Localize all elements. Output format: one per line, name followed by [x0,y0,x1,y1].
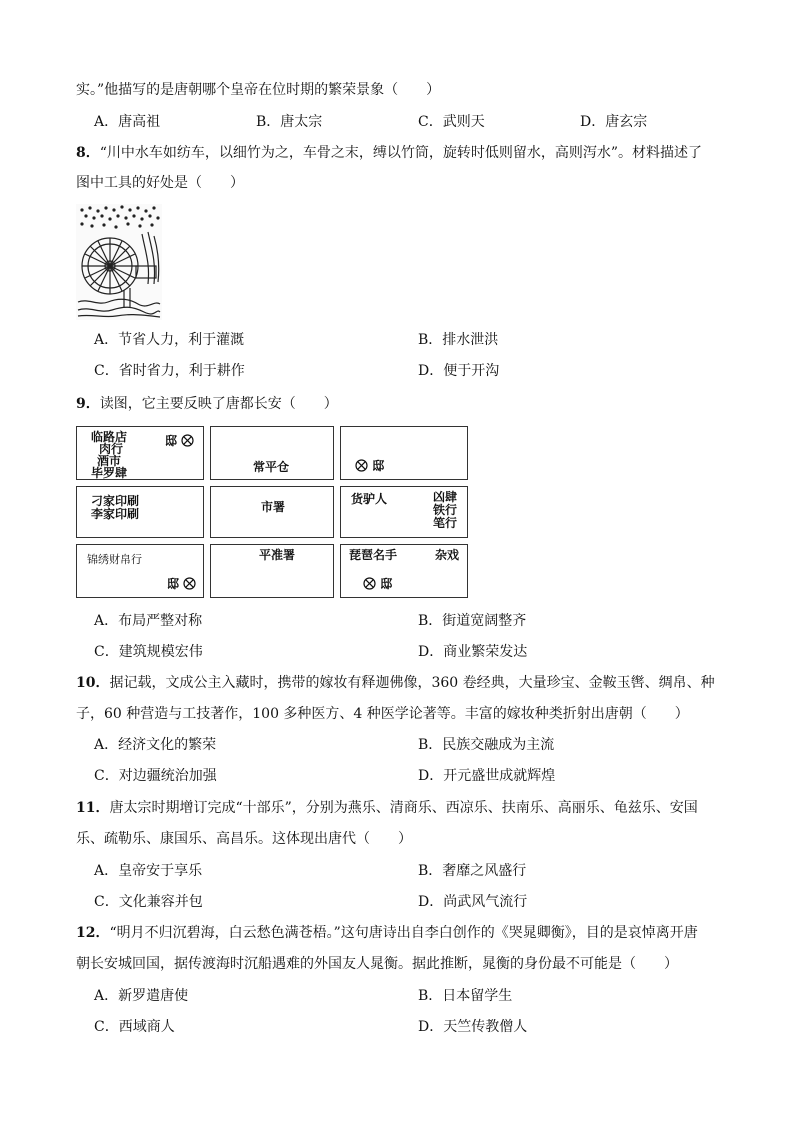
q8-option-d: D．便于开沟 [418,363,500,379]
inn-marker-icon [363,577,376,590]
q7-option-b: B．唐太宗 [256,114,323,130]
map-cell-3-inn [355,459,384,473]
q12-number: 12． [76,925,110,941]
q12-option-c: C．西域商人 [94,1019,175,1035]
map-cell-7-inn [167,577,196,591]
inn-marker-icon [181,434,194,447]
q11-option-d: D．尚武风气流行 [418,894,528,910]
q11-stem-text: 唐太宗时期增订完成“十部乐”，分别为燕乐、清商乐、西凉乐、扶南乐、高丽乐、龟兹乐、安国 [109,800,698,816]
q11-option-a: A．皇帝安于享乐 [94,863,203,879]
q8-number: 8． [76,145,100,161]
q11-number: 11． [76,800,110,816]
map-cell-6-right-1: 凶肆 [433,490,458,504]
map-cell-2-label: 常平仓 [253,460,290,474]
q8-stem-line1 [76,143,746,163]
waterwheel-illustration [76,204,162,320]
q10-number: 10． [76,675,110,691]
map-cell-3 [340,426,468,480]
map-cell-8 [210,544,334,598]
map-cell-7-inn-label: 邸 [167,577,180,591]
q12-stem-text: “明月不归沉碧海，白云愁色满苍梧。”这句唐诗出自李白创作的《哭晁卿衡》，目的是哀悼离开唐 [109,925,698,941]
map-cell-6 [340,486,468,538]
q10-stem-line1 [76,673,746,693]
q11-option-b: B．奢靡之风盛行 [418,863,527,879]
map-cell-9-inn [363,577,392,591]
q9-number: 9． [76,396,100,412]
inn-marker-icon [183,577,196,590]
q12-stem-line1 [76,923,746,943]
map-cell-6-right-2: 铁行 [433,503,458,517]
q10-option-d: D．开元盛世成就辉煌 [418,768,556,784]
map-cell-1-inn [165,434,194,448]
q9-option-c: C．建筑规模宏伟 [94,644,203,660]
q9-option-d: D．商业繁荣发达 [418,644,528,660]
q11-option-c: C．文化兼容并包 [94,894,203,910]
q12-stem-line2: 朝长安城回国，据传渡海时沉船遇难的外国友人晁衡。据此推断，晁衡的身份最不可能是（ ） [76,956,678,972]
q10-option-a: A．经济文化的繁荣 [94,737,217,753]
q9-stem-text: 读图，它主要反映了唐都长安（ ） [99,396,338,412]
map-cell-1-inn-label: 邸 [165,434,178,448]
map-cell-4-line-2: 李家印刷 [91,507,140,521]
map-cell-7 [76,544,204,598]
q9-option-a: A．布局严整对称 [94,613,203,629]
map-cell-3-inn-label: 邸 [372,459,385,473]
q11-stem-line2: 乐、疏勒乐、康国乐、高昌乐。这体现出唐代（ ） [76,831,412,847]
map-cell-6-left: 货驴人 [351,492,388,506]
q10-option-b: B．民族交融成为主流 [418,737,555,753]
map-cell-8-label: 平准署 [259,548,296,562]
q7-option-d: D．唐玄宗 [580,114,648,130]
map-cell-5 [210,486,334,538]
q9-stem [76,394,746,414]
map-cell-1-line-3: 酒市 [97,454,122,468]
q7-option-a: A．唐高祖 [94,114,161,130]
map-cell-5-label: 市署 [261,500,286,514]
q10-stem-text: 据记载，文成公主入藏时，携带的嫁妆有释迦佛像，360 卷经典，大量珍宝、金鞍玉辔、绸帛、种 [109,675,715,691]
q12-option-d: D．天竺传教僧人 [418,1019,528,1035]
map-cell-1 [76,426,204,480]
q8-stem-line2: 图中工具的好处是（ ） [76,175,244,191]
q8-option-c: C．省时省力，利于耕作 [94,363,245,379]
inn-marker-icon [355,459,368,472]
q10-option-c: C．对边疆统治加强 [94,768,217,784]
map-cell-9 [340,544,468,598]
q10-stem-line2: 子，60 种营造与工技著作，100 多种医方、4 种医学论著等。丰富的嫁妆种类折射出唐朝（ ） [76,706,689,722]
map-cell-9-left: 琵琶名手 [349,548,398,562]
map-cell-2 [210,426,334,480]
map-cell-1-line-2: 肉行 [99,442,124,456]
q9-option-b: B．街道宽阔整齐 [418,613,527,629]
q8-option-a: A．节省人力，利于灌溉 [94,332,245,348]
map-cell-4-line-1: 刁家印刷 [91,494,140,508]
map-cell-1-line-4: 毕罗肆 [91,466,128,480]
map-cell-7-label: 锦绣财帛行 [87,553,142,566]
changan-market-map [76,426,468,598]
q8-option-b: B．排水泄洪 [418,332,499,348]
q8-stem-text: “川中水车如纺车，以细竹为之，车骨之末，缚以竹筒，旋转时低则留水，高则泻水”。材料描述了 [99,145,703,161]
q12-option-a: A．新罗遣唐使 [94,988,189,1004]
map-cell-9-right: 杂戏 [435,548,460,562]
map-cell-9-inn-label: 邸 [380,577,393,591]
q7-option-c: C．武则天 [418,114,485,130]
q11-stem-line1 [76,798,746,818]
map-cell-6-right-3: 笔行 [433,516,458,530]
map-cell-1-line-1: 临路店 [91,430,128,444]
q7-text-tail: 实。”他描写的是唐朝哪个皇帝在位时期的繁荣景象（ ） [76,82,441,98]
q12-option-b: B．日本留学生 [418,988,513,1004]
map-cell-4 [76,486,204,538]
